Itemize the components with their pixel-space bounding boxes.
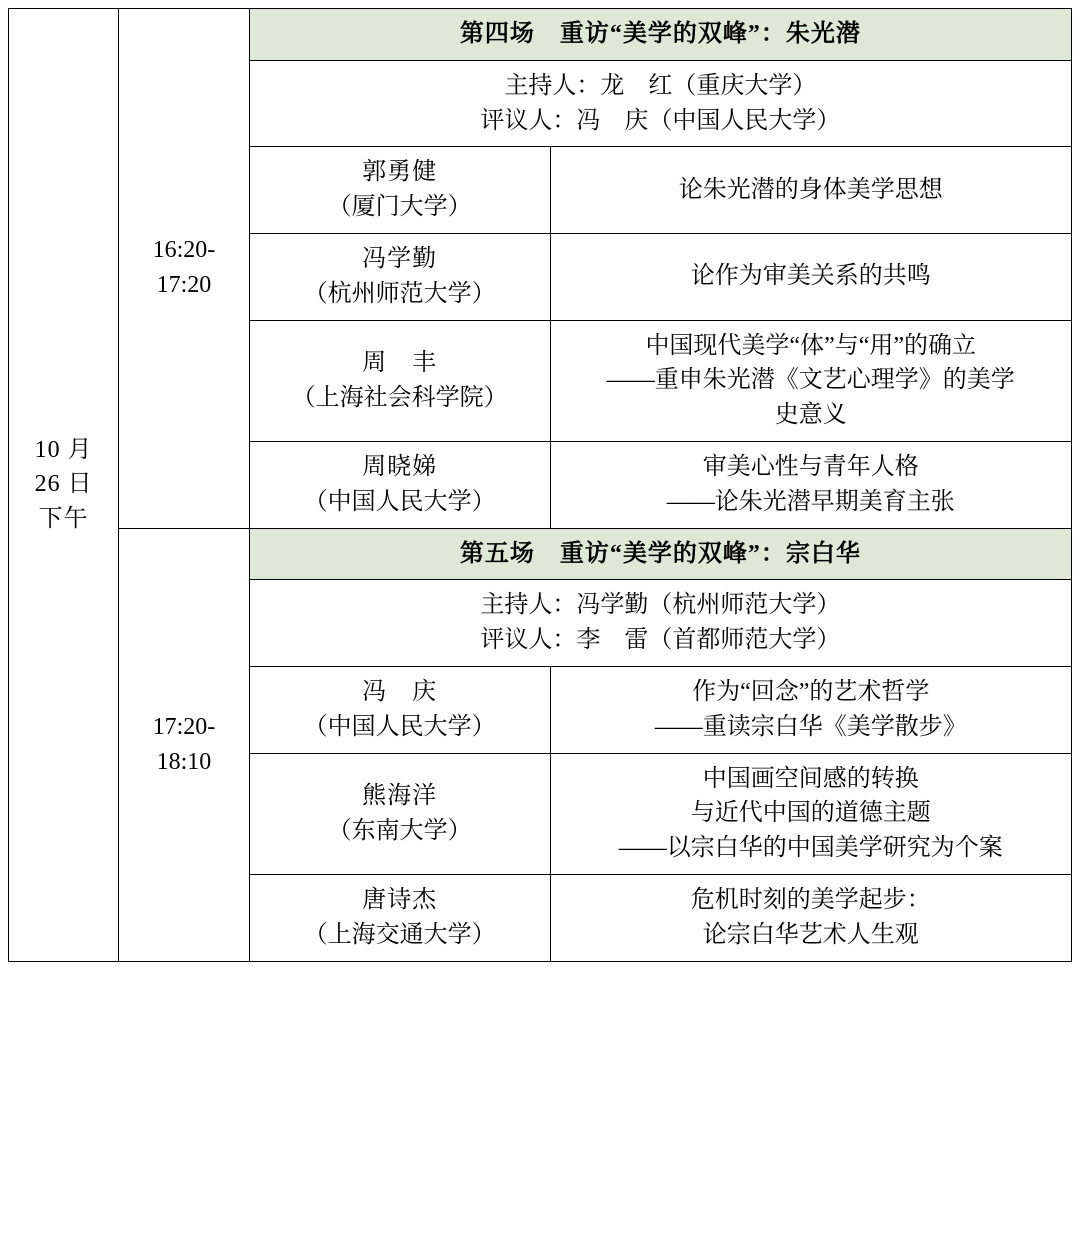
chair-line: 主持人：龙 红（重庆大学） [504,72,817,99]
presenter-name: 周晓娣 [362,453,438,480]
paper-title-cell [550,320,1072,441]
paper-title-cell [550,441,1072,528]
paper-title-cell [550,666,1072,753]
presenter-name: 郭勇健 [362,159,438,186]
day-cell: 10 月 26 日 下午 [9,9,119,962]
paper-title-line: 作为“回念”的艺术哲学 [692,678,930,705]
presenter-name: 唐诗杰 [362,886,438,913]
paper-title-line: 审美心性与青年人格 [702,453,919,480]
paper-title-line: ——重申朱光潜《文艺心理学》的美学 [606,367,1015,394]
paper-title-line: 中国现代美学“体”与“用”的确立 [645,332,977,359]
paper-title-line: 与近代中国的道德主题 [690,800,931,827]
presenter-affiliation: （东南大学） [327,817,472,844]
conference-schedule-table [8,8,1072,962]
time-cell-session-2: 17:20- 18:10 [119,528,249,961]
presenter-affiliation: （上海社会科学院） [291,384,508,411]
presenter-name: 周 丰 [362,349,438,376]
paper-title-cell [550,147,1072,234]
presenter-name: 熊海洋 [362,782,438,809]
session-chair-2 [249,580,1071,667]
presenter-cell [249,441,550,528]
paper-title-line: 危机时刻的美学起步： [690,886,931,913]
paper-title-line: ——论朱光潜早期美育主张 [666,488,955,515]
presenter-affiliation: （杭州师范大学） [303,280,496,307]
chair-line: 主持人：冯学勤（杭州师范大学） [480,592,841,619]
paper-title-line: 中国画空间感的转换 [702,765,919,792]
paper-title-line: ——以宗白华的中国美学研究为个案 [618,835,1003,862]
paper-title-line: 论宗白华艺术人生观 [702,921,919,948]
paper-title-line: 史意义 [774,402,847,429]
presenter-affiliation: （中国人民大学） [303,713,496,740]
paper-title-line: ——重读宗白华《美学散步》 [654,713,967,740]
session-header-1: 第四场 重访“美学的双峰”：朱光潜 [249,9,1071,61]
presenter-cell [249,666,550,753]
presenter-affiliation: （中国人民大学） [303,488,496,515]
presenter-affiliation: （厦门大学） [327,194,472,221]
presenter-affiliation: （上海交通大学） [303,921,496,948]
paper-title-line: 论作为审美关系的共鸣 [690,263,931,290]
paper-title-cell [550,753,1072,874]
presenter-cell [249,320,550,441]
presenter-name: 冯 庆 [362,678,438,705]
presenter-cell [249,874,550,961]
discussant-line: 评议人：李 雷（首都师范大学） [480,627,841,654]
paper-title-cell [550,233,1072,320]
presenter-cell [249,233,550,320]
table-row [9,528,1072,580]
presenter-cell [249,147,550,234]
time-cell-session-1: 16:20- 17:20 [119,9,249,529]
paper-title-cell [550,874,1072,961]
discussant-line: 评议人：冯 庆（中国人民大学） [480,107,841,134]
table-row [9,9,1072,61]
presenter-name: 冯学勤 [362,245,438,272]
presenter-cell [249,753,550,874]
session-header-2: 第五场 重访“美学的双峰”：宗白华 [249,528,1071,580]
session-chair-1 [249,60,1071,147]
paper-title-line: 论朱光潜的身体美学思想 [678,176,943,203]
